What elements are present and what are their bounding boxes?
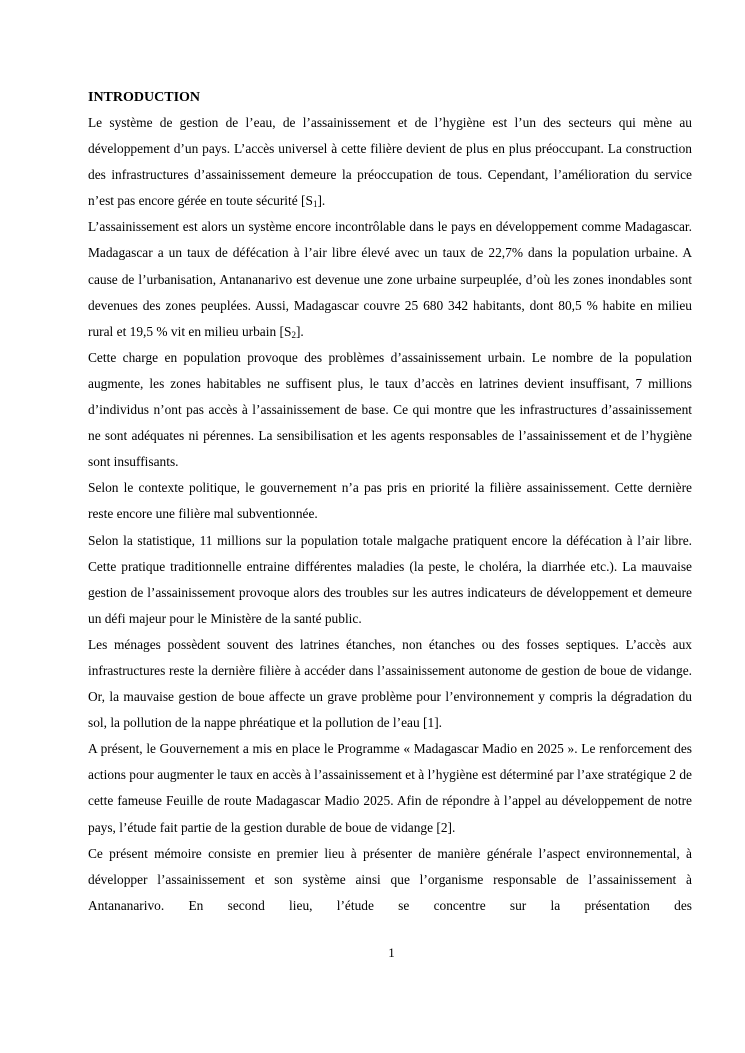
document-body <box>88 86 692 919</box>
paragraph-7: A présent, le Gouvernement a mis en place le Programme « Madagascar Madio en 2025 ». Le renforcement des actions pour augmenter le taux en accès à l’assainissement et à l’hygiène est déterminé par l’axe stratégique 2 de cette fameuse Feuille de route Madagascar Madio 2025. Afin de répondre à l’appel au développement de notre pays, l’étude fait partie de la gestion durable de boue de vidange [2]. <box>88 741 692 835</box>
reference-s2: $[S_2]$. <box>279 323 304 340</box>
paragraph-2 <box>88 214 692 344</box>
paragraph-1-text: Le système de gestion de l’eau, de l’assainissement et de l’hygiène est l’un des secteurs qui mène au développement d’un pays. L’accès universel à cette filière devient de plus en plus préoccupant. La construction des infrastructures d’assainissement demeure la préoccupation de tous. Cependant, l’amélioration du service n’est pas encore gérée en toute sécurité <box>88 115 692 209</box>
paragraph-5: Selon la statistique, 11 millions sur la population totale malgache pratiquent encore la défécation à l’air libre. Cette pratique traditionnelle entraine différentes maladies (la peste, le choléra, la diarrhée etc.). La mauvaise gestion de l’assainissement provoque alors des troubles sur les autres indicateurs de développement et demeure un défi majeur pour le Ministère de la santé public. <box>88 532 692 626</box>
paragraph-6: Les ménages possèdent souvent des latrines étanches, non étanches ou des fosses septiques. L’accès aux infrastructures reste la dernière filière à accéder dans l’assainissement autonome de gestion de boue de vidange. Or, la mauvaise gestion de boue affecte un grave problème pour l’environnement y compris la dégradation du sol, la pollution de la nappe phréatique et la pollution de l’eau [1]. <box>88 636 692 731</box>
paragraph-4: Selon le contexte politique, le gouvernement n’a pas pris en priorité la filière assainissement. Cette dernière reste encore une filière mal subventionnée. <box>88 480 692 522</box>
paragraph-2-text: L’assainissement est alors un système encore incontrôlable dans le pays en développement comme Madagascar. Madagascar a un taux de défécation à l’air libre élevé avec un taux de 22,7% dans la population urbaine. A cause de l’urbanisation, Antananarivo est devenue une zone urbaine surpeuplée, d’où les zones inondables sont devenues des zones peuplées. Aussi, Madagascar couvre 25 680 342 habitants, dont 80,5 % habite en milieu rural et 19,5 % vit en milieu urbain <box>88 219 692 339</box>
reference-s1: $[S_1]$. <box>301 193 326 210</box>
paragraph-3: Cette charge en population provoque des problèmes d’assainissement urbain. Le nombre de la population augmente, les zones habitables ne suffisent plus, le taux d’accès en latrines devient insuffisant, 7 millions d’individus n’ont pas accès à l’assainissement de base. Ce qui montre que les infrastructures d’assainissement ne sont adéquates ni pérennes. La sensibilisation et les agents responsables de l’assainissement et de l’hygiène sont insuffisants. <box>88 349 692 470</box>
page-number: 1 <box>388 945 395 960</box>
paragraph-1 <box>88 110 692 214</box>
paragraph-8: Ce présent mémoire consiste en premier lieu à présenter de manière générale l’aspect environnemental, à développer l’assainissement et son système ainsi que l’organisme responsable de l’assainissement à Antananarivo. En second lieu, l’étude se concentre sur la présentation des <box>88 845 692 913</box>
section-heading: INTRODUCTION <box>88 90 201 105</box>
